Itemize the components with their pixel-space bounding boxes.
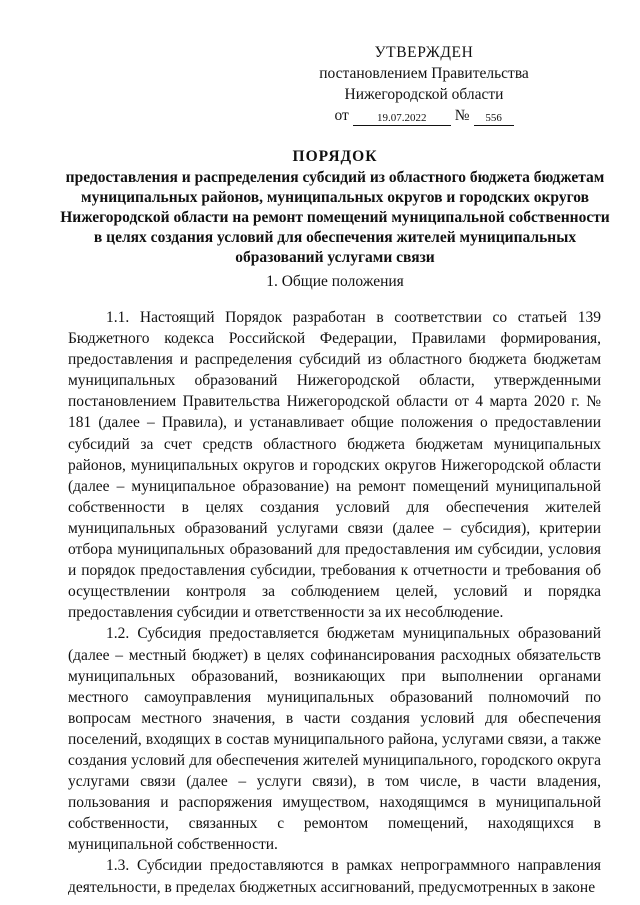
approval-stamp xyxy=(318,42,530,126)
number-label: № xyxy=(454,107,470,124)
approval-line-1: постановлением Правительства xyxy=(319,65,529,82)
approval-number: 556 xyxy=(474,111,514,126)
approval-title: УТВЕРЖДЕН xyxy=(374,44,474,61)
document-subtitle: предоставления и распределения субсидий из областного бюджета бюджетам муниципальных районов, муниципальных округов и городских округов Нижегородской области на ремонт помещений муниципальной собственности в целях создания условий для обеспечения жителей муниципальных образований услугами связи xyxy=(60,169,610,266)
from-label: от xyxy=(334,107,349,124)
approval-date: 19.07.2022 xyxy=(353,111,451,126)
section-heading: 1. Общие положения xyxy=(266,273,404,290)
paragraph-1-3: 1.3. Субсидии предоставляются в рамках непрограммного направления деятельности, в пределах бюджетных ассигнований, предусмотренных в законе xyxy=(68,857,601,896)
document-title: ПОРЯДОК xyxy=(292,148,378,165)
approval-date-line xyxy=(318,105,530,126)
paragraph-1-2: 1.2. Субсидия предоставляется бюджетам муниципальных образований (далее – местный бюджет) в целях софинансирования расходных обязательств муниципальных образований, возникающих при выполнении органами местного самоуправления муниципальных образований полномочий по вопросам местного значения, в части создания условий для обеспечения поселений, входящих в состав муниципального района, услугами связи, а также создания условий для обеспечения жителей муниципального, городского округа услугами связи (далее – услуги связи), в том числе, в части владения, пользования и распоряжения имуществом, находящимся в муниципальной собственности, связанных с ремонтом помещений, находящихся в муниципальной собственности. xyxy=(68,625,601,854)
section-body xyxy=(68,307,601,898)
paragraph-1-1: 1.1. Настоящий Порядок разработан в соответствии со статьей 139 Бюджетного кодекса Российской Федерации, Правилами формирования, предоставления и распределения субсидий из областного бюджета бюджетам муниципальных образований Нижегородской области, утвержденными постановлением Правительства Нижегородской области от 4 марта 2020 г. № 181 (далее – Правила), и устанавливает общие положения о предоставлении субсидий за счет средств областного бюджета бюджетам муниципальных районов, муниципальных округов и городских округов Нижегородской области (далее – муниципальное образование) на ремонт помещений муниципальной собственности в целях создания условий для обеспечения жителей муниципальных образований услугами связи (далее – субсидия), критерии отбора муниципальных образований для предоставления им субсидии, условия и порядок предоставления субсидии, требования к отчетности и требования об осуществлении контроля за соблюдением целей, условий и порядка предоставления субсидии и ответственности за их несоблюдение. xyxy=(68,309,601,622)
approval-line-2: Нижегородской области xyxy=(344,86,504,103)
